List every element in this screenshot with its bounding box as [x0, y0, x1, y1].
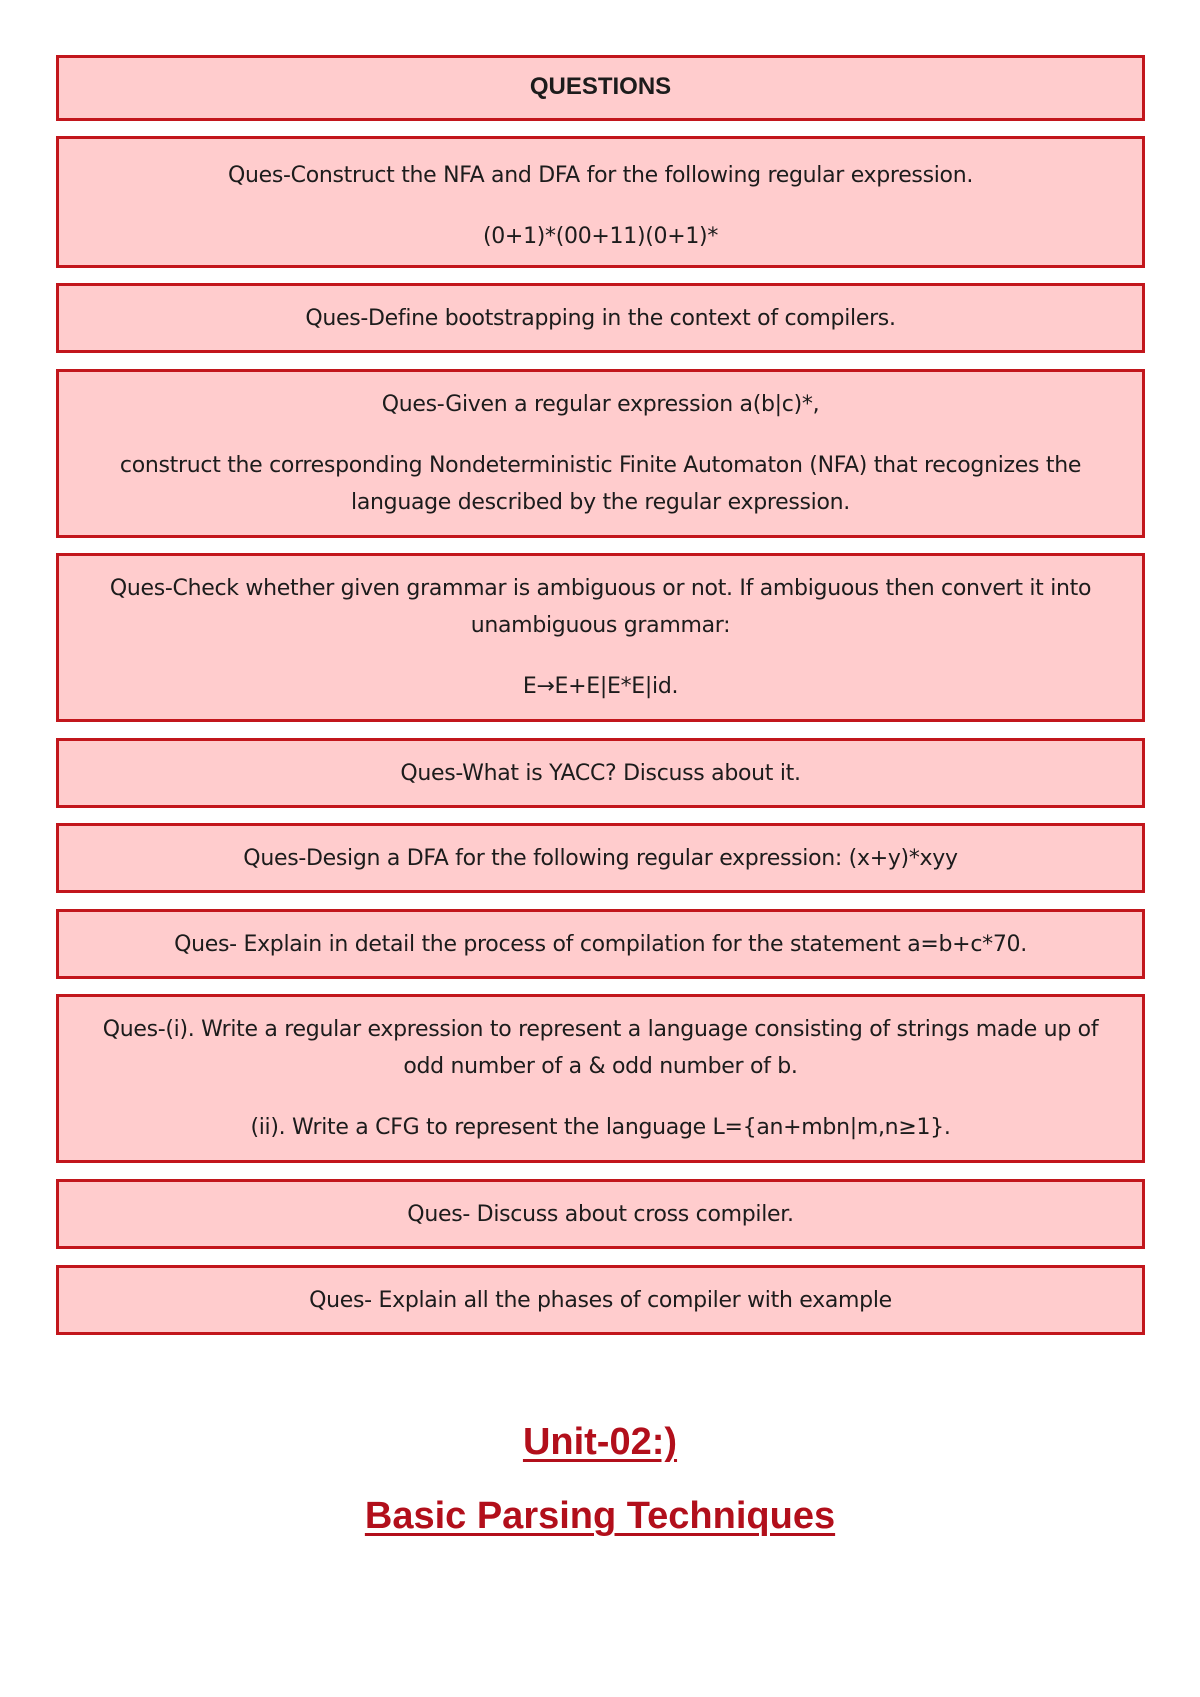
- question-box-8: [56, 994, 1145, 1163]
- question-box-7: [56, 909, 1145, 979]
- question-text: (ii). Write a CFG to represent the language L={an+mbn|m,n≥1}.: [250, 1115, 951, 1140]
- question-text: Ques-Design a DFA for the following regular expression: (x+y)*xyy: [243, 846, 958, 871]
- unit-title: Unit-02:): [522, 1421, 678, 1463]
- questions-header-label: QUESTIONS: [529, 73, 672, 100]
- question-box-5: [56, 738, 1145, 808]
- question-text: Ques- Discuss about cross compiler.: [407, 1202, 794, 1227]
- question-box-10: [56, 1265, 1145, 1335]
- unit-subtitle: Basic Parsing Techniques: [364, 1495, 836, 1537]
- question-box-2: [56, 283, 1145, 353]
- question-text: Ques-Given a regular expression a(b|c)*,: [381, 392, 820, 417]
- question-text: Ques- Explain in detail the process of compilation for the statement a=b+c*70.: [174, 932, 1027, 957]
- question-box-1: [56, 136, 1145, 268]
- question-text: Ques-Define bootstrapping in the context of compilers.: [305, 306, 896, 331]
- question-box-3: [56, 369, 1145, 538]
- question-box-9: [56, 1179, 1145, 1249]
- question-text: Ques-What is YACC? Discuss about it.: [400, 761, 801, 786]
- questions-header: [56, 55, 1145, 121]
- question-text: Ques- Explain all the phases of compiler with example: [309, 1288, 892, 1313]
- question-detail: construct the corresponding Nondeterministic Finite Automaton (NFA) that recognizes the language described by the regular expression.: [119, 453, 1082, 515]
- question-text: Ques-(i). Write a regular expression to represent a language consisting of strings made up of odd number of a & odd number of b.: [102, 1017, 1099, 1079]
- question-expression: (0+1)*(00+11)(0+1)*: [482, 224, 719, 249]
- question-grammar: E→E+E|E*E|id.: [522, 674, 679, 699]
- question-text: Ques-Construct the NFA and DFA for the following regular expression.: [227, 163, 974, 188]
- question-box-6: [56, 823, 1145, 893]
- question-text: Ques-Check whether given grammar is ambiguous or not. If ambiguous then convert it into unambiguous grammar:: [109, 576, 1092, 638]
- question-box-4: [56, 553, 1145, 722]
